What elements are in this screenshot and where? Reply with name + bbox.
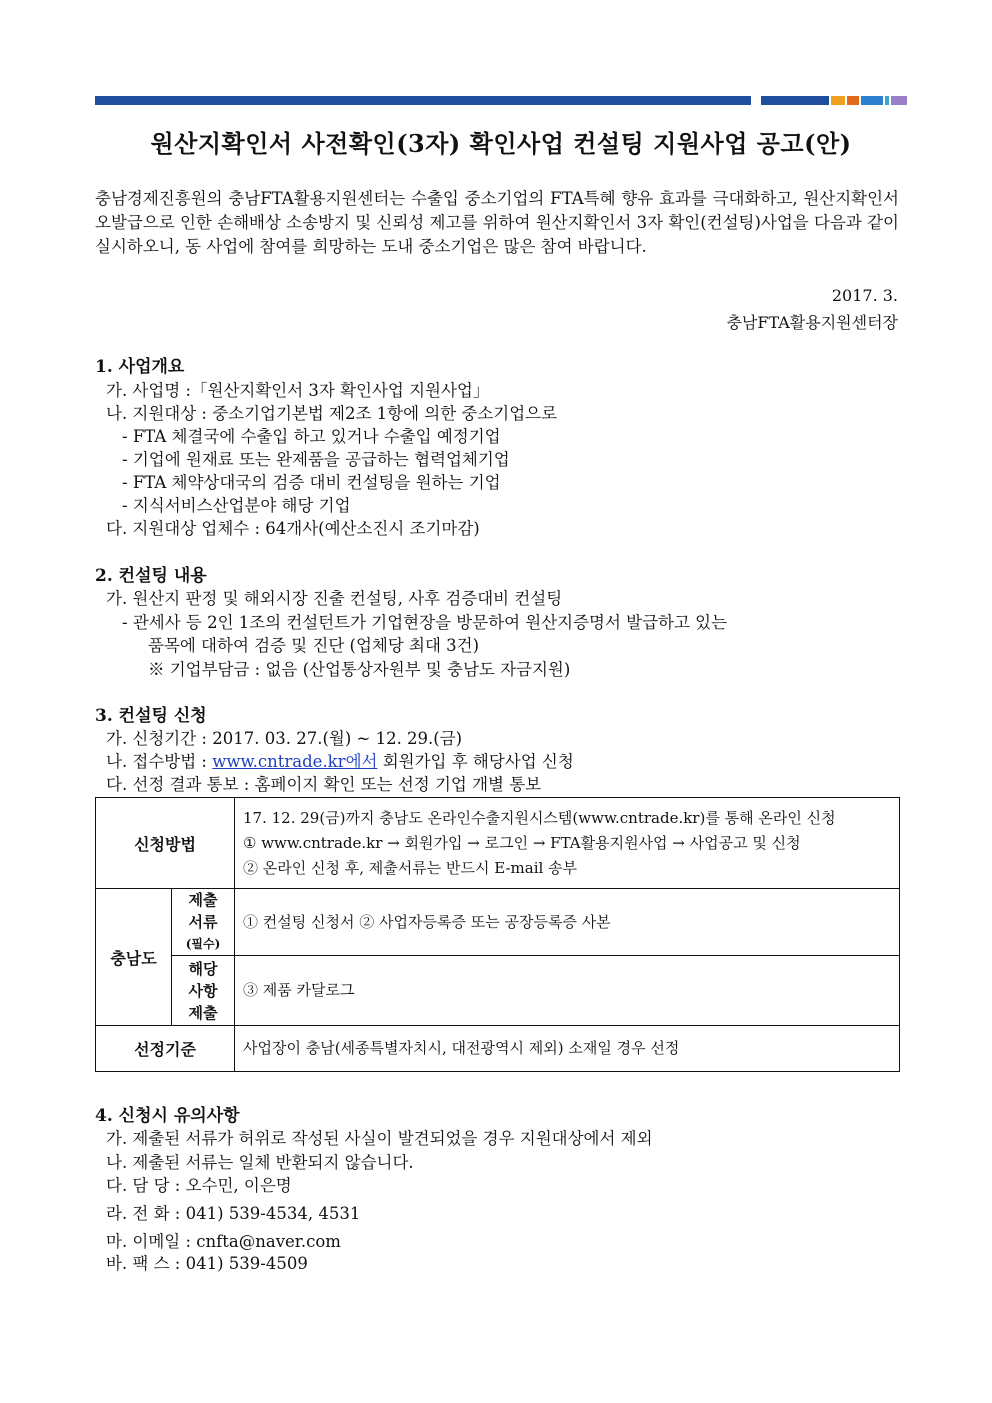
method-line: ① www.cntrade.kr → 회원가입 → 로그인 → FTA활용지원사업 → 사업공고 및 신청 bbox=[243, 833, 801, 852]
section1-heading: 1. 사업개요 bbox=[95, 357, 185, 377]
section3-na-prefix: 나. 접수방법 : bbox=[106, 752, 213, 771]
optional-docs-label: 사항 bbox=[188, 981, 218, 1000]
application-table bbox=[95, 797, 900, 1072]
announcement-date: 2017. 3. bbox=[831, 286, 898, 305]
province-header: 충남도 bbox=[96, 889, 172, 1026]
section1-item-da: 다. 지원대상 업체수 : 64개사(예산소진시 조기마감) bbox=[106, 519, 480, 538]
section2-heading: 2. 컨설팅 내용 bbox=[95, 566, 207, 586]
section2-item-ga: 가. 원산지 판정 및 해외시장 진출 컨설팅, 사후 검증대비 컨설팅 bbox=[106, 589, 563, 608]
section1-bullet: - 지식서비스산업분야 해당 기업 bbox=[122, 496, 351, 515]
section3-item-na bbox=[106, 748, 574, 772]
bar-main-segment bbox=[95, 96, 751, 105]
section1-bullet: - FTA 체약상대국의 검증 대비 컨설팅을 원하는 기업 bbox=[122, 473, 501, 492]
section4-item-ga: 가. 제출된 서류가 허위로 작성된 사실이 발견되었을 경우 지원대상에서 제외 bbox=[106, 1129, 653, 1148]
section3-na-suffix: 회원가입 후 해당사업 신청 bbox=[377, 752, 574, 771]
cntrade-link[interactable]: www.cntrade.kr에서 bbox=[212, 752, 378, 771]
required-docs-cell: ① 컨설팅 신청서 ② 사업자등록증 또는 공장등록증 사본 bbox=[235, 889, 900, 956]
required-docs-header bbox=[172, 889, 235, 956]
section1-item-na: 나. 지원대상 : 중소기업기본법 제2조 1항에 의한 중소기업으로 bbox=[106, 404, 558, 423]
optional-docs-header bbox=[172, 956, 235, 1026]
section4-contact-person: 다. 담 당 : 오수민, 이은명 bbox=[106, 1176, 292, 1195]
section4-email: 마. 이메일 : cnfta@naver.com bbox=[106, 1232, 341, 1251]
section3-item-ga: 가. 신청기간 : 2017. 03. 27.(월) ~ 12. 29.(금) bbox=[106, 729, 463, 748]
bar-blue-segment bbox=[861, 96, 883, 105]
table-row bbox=[96, 798, 900, 889]
page-title: 원산지확인서 사전확인(3자) 확인사업 컨설팅 지원사업 공고(안) bbox=[150, 129, 852, 158]
required-docs-label: 서류 bbox=[188, 913, 218, 931]
bar-teal-segment bbox=[885, 96, 889, 105]
required-docs-note: (필수) bbox=[185, 937, 221, 951]
section2-bullet-line1: - 관세사 등 2인 1조의 컨설턴트가 기업현장을 방문하여 원산지증명서 발급하고 있는 bbox=[122, 613, 728, 632]
method-line: ② 온라인 신청 후, 제출서류는 반드시 E-mail 송부 bbox=[243, 858, 578, 877]
optional-docs-label: 제출 bbox=[188, 1003, 218, 1022]
criteria-header: 선정기준 bbox=[96, 1026, 235, 1072]
method-cell bbox=[235, 798, 900, 889]
optional-docs-label: 해당 bbox=[188, 959, 218, 978]
section4-item-na: 나. 제출된 서류는 일체 반환되지 않습니다. bbox=[106, 1153, 414, 1172]
optional-docs-cell: ③ 제품 카달로그 bbox=[235, 956, 900, 1026]
required-docs-label: 제출 bbox=[188, 891, 218, 909]
section3-heading: 3. 컨설팅 신청 bbox=[95, 706, 207, 726]
section1-item-ga: 가. 사업명 :「원산지확인서 3자 확인사업 지원사업」 bbox=[106, 381, 490, 400]
section4-heading: 4. 신청시 유의사항 bbox=[95, 1106, 240, 1126]
bar-orange2-segment bbox=[847, 96, 859, 105]
table-row bbox=[96, 1026, 900, 1072]
bar-orange-segment bbox=[831, 96, 845, 105]
section1-bullet: - FTA 체결국에 수출입 하고 있거나 수출입 예정기업 bbox=[122, 427, 501, 446]
table-row bbox=[96, 956, 900, 1026]
section2-bullet-line2: 품목에 대하여 검증 및 진단 (업체당 최대 3건) bbox=[148, 636, 480, 655]
bar-purple-segment bbox=[891, 96, 907, 105]
section2-note: ※ 기업부담금 : 없음 (산업통상자원부 및 충남도 자금지원) bbox=[148, 660, 571, 679]
issuing-organization: 충남FTA활용지원센터장 bbox=[726, 313, 898, 332]
table-row bbox=[96, 889, 900, 956]
method-line: 17. 12. 29(금)까지 충남도 온라인수출지원시스템(www.cntrade.kr)를 통해 온라인 신청 bbox=[243, 808, 836, 827]
header-color-bar bbox=[95, 96, 907, 105]
method-header: 신청방법 bbox=[96, 798, 235, 889]
section3-item-da: 다. 선정 결과 통보 : 홈페이지 확인 또는 선정 기업 개별 통보 bbox=[106, 775, 542, 794]
section4-fax: 바. 팩 스 : 041) 539-4509 bbox=[106, 1254, 308, 1273]
intro-paragraph: 충남경제진흥원의 충남FTA활용지원센터는 수출입 중소기업의 FTA특혜 향유 효과를 극대화하고, 원산지확인서 오발급으로 인한 손해배상 소송방지 및 신뢰성 제고를 위하여 원산지확인서 3자 확인(컨설팅)사업을 다음과 같이 실시하오니, 동 사업에 참여를 희망하는 도내 중소기업은 많은 참여 바랍니다. bbox=[95, 189, 899, 256]
section1-bullet: - 기업에 원재료 또는 완제품을 공급하는 협력업체기업 bbox=[122, 450, 510, 469]
bar-main-segment-2 bbox=[761, 96, 829, 105]
criteria-cell: 사업장이 충남(세종특별자치시, 대전광역시 제외) 소재일 경우 선정 bbox=[235, 1026, 900, 1072]
section4-phone: 라. 전 화 : 041) 539-4534, 4531 bbox=[106, 1204, 361, 1223]
